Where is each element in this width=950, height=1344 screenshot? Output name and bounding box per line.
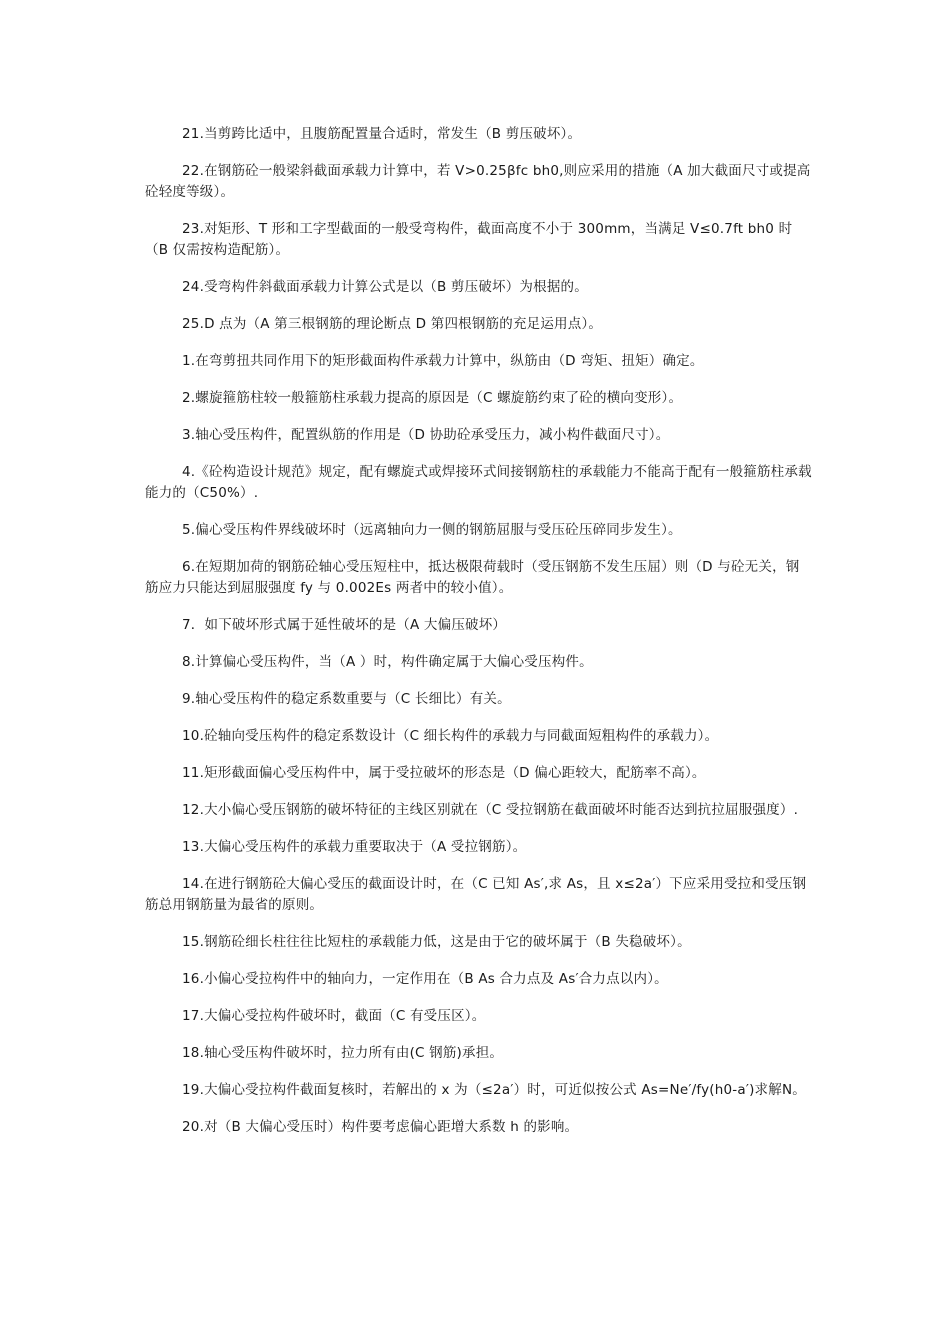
question-19: 19.大偏心受拉构件截面复核时，若解出的 x 为（≤2a′）时，可近似按公式 As=Ne′/fy(h0-a′)求解N。 [182,1082,806,1098]
question-11: 11.矩形截面偏心受压构件中，属于受拉破坏的形态是（D 偏心距较大，配筋率不高）。 [182,765,706,781]
question-12: 12.大小偏心受压钢筋的破坏特征的主线区别就在（C 受拉钢筋在截面破坏时能否达到抗拉屈服强度）. [182,802,799,818]
question-15: 15.钢筋砼细长柱往往比短柱的承载能力低，这是由于它的破坏属于（B 失稳破坏）。 [182,934,691,950]
question-23: 23.对矩形、T 形和工字型截面的一般受弯构件，截面高度不小于 300mm，当满足 V≤0.7ft bh0 时（B 仅需按构造配筋）。 [145,221,793,258]
question-17: 17.大偏心受拉构件破坏时，截面（C 有受压区）。 [182,1008,486,1024]
question-9: 9.轴心受压构件的稳定系数重要与（C 长细比）有关。 [182,691,511,707]
question-2: 2.螺旋箍筋柱较一般箍筋柱承载力提高的原因是（C 螺旋筋约束了砼的横向变形）。 [182,390,683,406]
question-25: 25.D 点为（A 第三根钢筋的理论断点 D 第四根钢筋的充足运用点）。 [182,316,603,332]
question-1: 1.在弯剪扭共同作用下的矩形截面构件承载力计算中，纵筋由（D 弯矩、扭矩）确定。 [182,353,704,369]
question-20: 20.对（B 大偏心受压时）构件要考虑偏心距增大系数 h 的影响。 [182,1119,579,1135]
question-7: 7．如下破坏形式属于延性破坏的是（A 大偏压破坏） [182,617,507,633]
question-21: 21.当剪跨比适中，且腹筋配置量合适时，常发生（B 剪压破坏）。 [182,126,582,142]
question-8: 8.计算偏心受压构件，当（A ）时，构件确定属于大偏心受压构件。 [182,654,593,670]
document-body [145,124,812,1154]
question-6: 6.在短期加荷的钢筋砼轴心受压短柱中，抵达极限荷载时（受压钢筋不发生压屈）则（D 与砼无关，钢筋应力只能达到屈服强度 fy 与 0.002Es 两者中的较小值）。 [145,559,800,596]
question-18: 18.轴心受压构件破坏时，拉力所有由(C 钢筋)承担。 [182,1045,504,1061]
question-3: 3.轴心受压构件，配置纵筋的作用是（D 协助砼承受压力，减小构件截面尺寸）。 [182,427,670,443]
question-5: 5.偏心受压构件界线破坏时（远离轴向力一侧的钢筋屈服与受压砼压碎同步发生）。 [182,522,682,538]
question-4: 4.《砼构造设计规范》规定，配有螺旋式或焊接环式间接钢筋柱的承载能力不能高于配有一般箍筋柱承载能力的（C50%）. [145,464,812,501]
question-22: 22.在钢筋砼一般梁斜截面承载力计算中，若 V>0.25βfc bh0,则应采用的措施（A 加大截面尺寸或提高砼轻度等级）。 [145,163,811,200]
question-24: 24.受弯构件斜截面承载力计算公式是以（B 剪压破坏）为根据的。 [182,279,588,295]
question-13: 13.大偏心受压构件的承载力重要取决于（A 受拉钢筋）。 [182,839,527,855]
question-10: 10.砼轴向受压构件的稳定系数设计（C 细长构件的承载力与同截面短粗构件的承载力）。 [182,728,719,744]
question-14: 14.在进行钢筋砼大偏心受压的截面设计时，在（C 已知 As′,求 As，且 x≤2a′）下应采用受拉和受压钢筋总用钢筋量为最省的原则。 [145,876,807,913]
question-16: 16.小偏心受拉构件中的轴向力，一定作用在（B As 合力点及 As′合力点以内）。 [182,971,668,987]
